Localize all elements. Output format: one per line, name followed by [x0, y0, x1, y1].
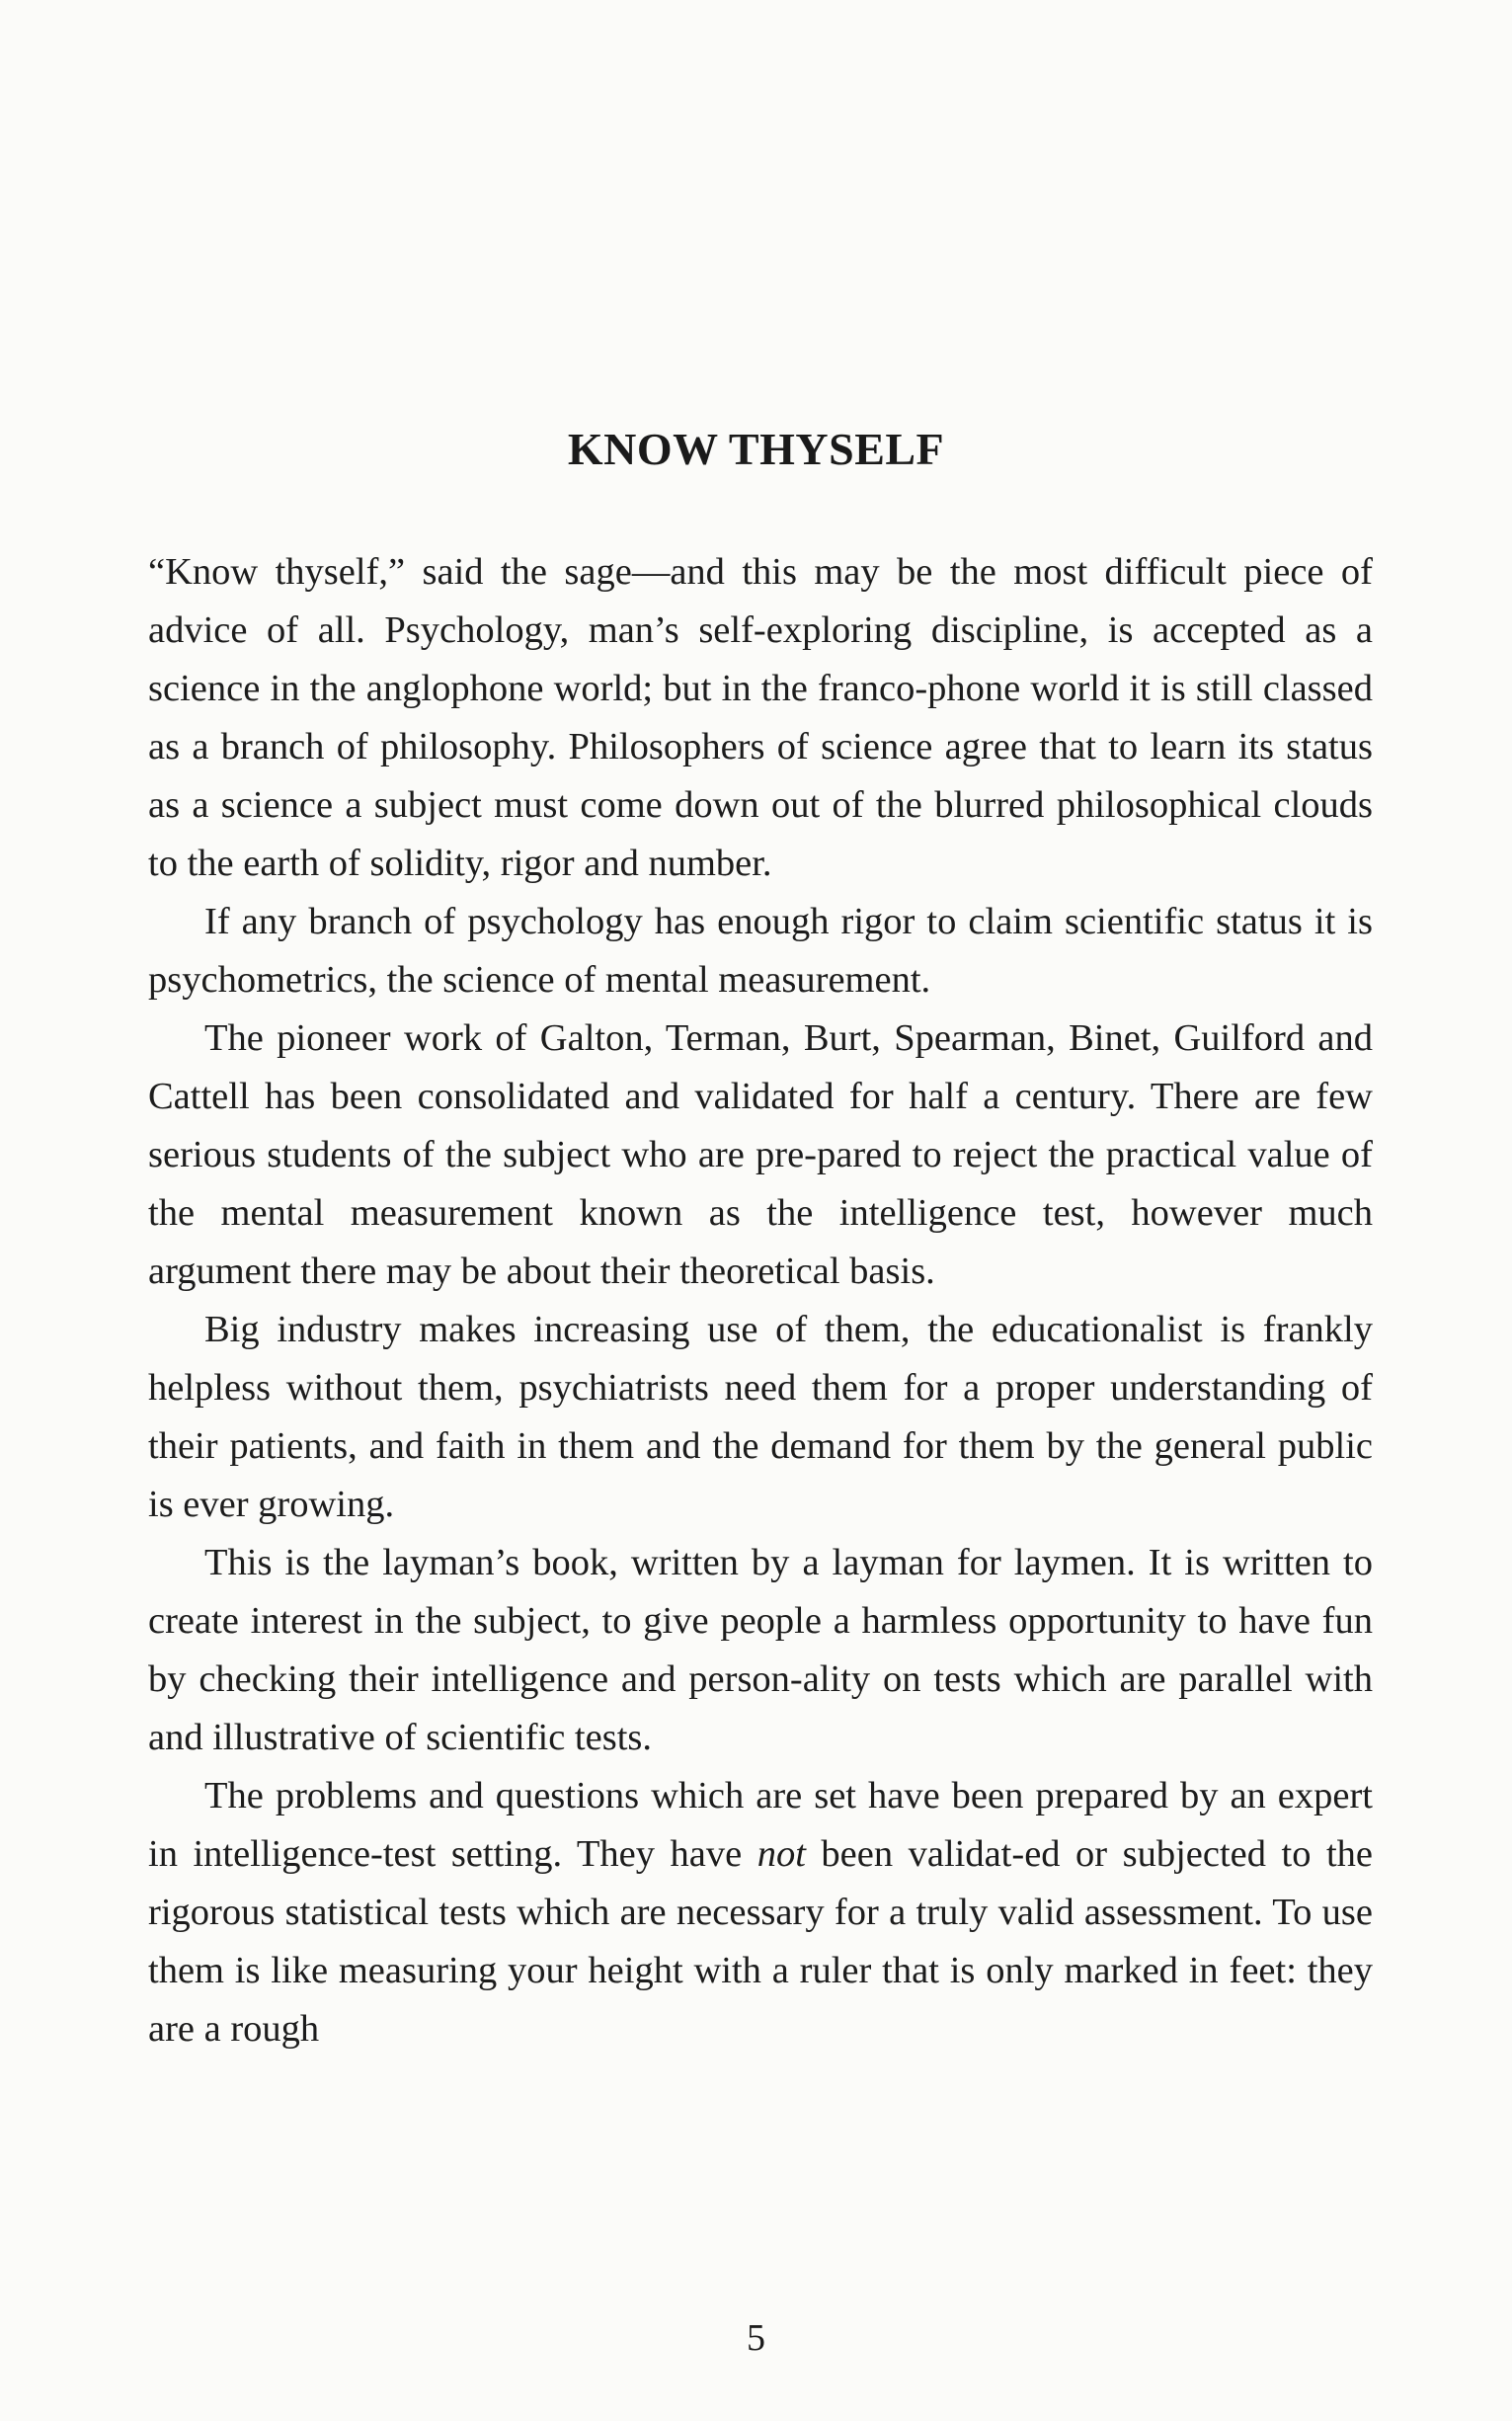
paragraph-6: [148, 1767, 1373, 2058]
paragraph-6-end: been validat-ed or subjected to the rigorous statistical tests which are necessary for a truly valid assessment. To use them is like measuring your height with a ruler that is only marked in feet: they are a rough: [148, 1833, 1373, 2050]
body-text: [148, 543, 1373, 2058]
paragraph-6-start: The problems and questions which are set have been prepared by an expert in intelligence-test setting. They have: [148, 1775, 1373, 1875]
paragraph-4: Big industry makes increasing use of them, the educationalist is frankly helpless without them, psychiatrists need them for a proper understanding of their patients, and faith in them and the demand for them by the general public is ever growing.: [148, 1309, 1373, 1525]
paragraph-1: “Know thyself,” said the sage—and this may be the most difficult piece of advice of all. Psychology, man’s self-exploring discipline, is accepted as a science in the anglophone world; but in the franco-phone world it is still classed as a branch of philosophy. Philosophers of science agree that to learn its status as a science a subject must come down out of the blurred philosophical clouds to the earth of solidity, rigor and number.: [148, 551, 1373, 884]
page-number: 5: [747, 2317, 765, 2359]
chapter-title: KNOW THYSELF: [567, 424, 945, 474]
paragraph-3: The pioneer work of Galton, Terman, Burt, Spearman, Binet, Guilford and Cattell has been consolidated and validated for half a century. There are few serious students of the subject who are pre-pared to reject the practical value of the mental measurement known as the intelligence test, however much argument there may be about their theoretical basis.: [148, 1017, 1373, 1292]
paragraph-2: If any branch of psychology has enough rigor to claim scientific status it is psychometrics, the science of mental measurement.: [148, 901, 1373, 1001]
paragraph-5: This is the layman’s book, written by a layman for laymen. It is written to create interest in the subject, to give people a harmless opportunity to have fun by checking their intelligence and person-ality on tests which are parallel with and illustrative of scientific tests.: [148, 1542, 1373, 1758]
emphasis-not: not: [756, 1833, 806, 1875]
